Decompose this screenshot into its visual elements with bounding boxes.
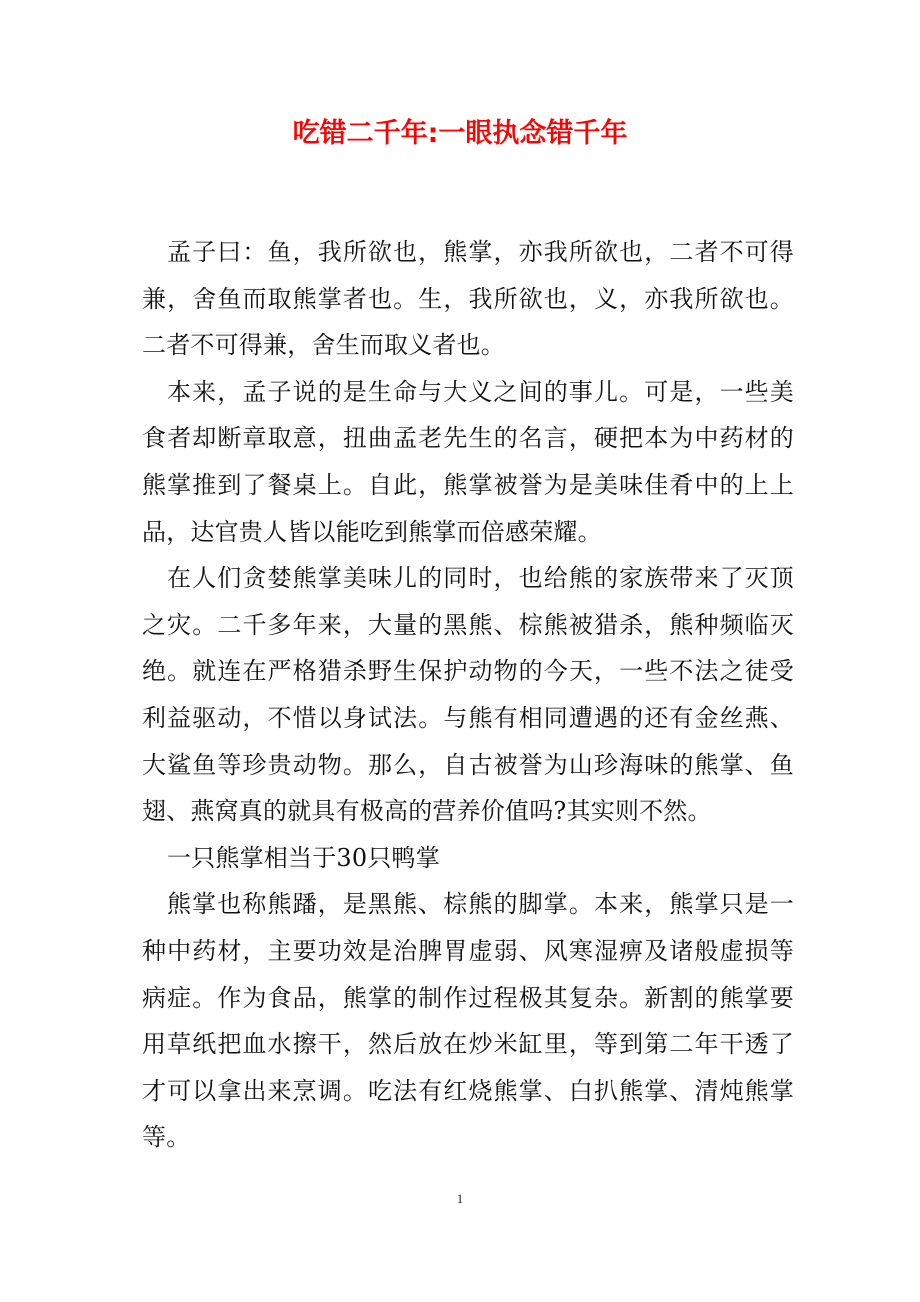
section-heading-duck-paw: 一只熊掌相当于30只鸭掌 [167, 843, 440, 872]
paragraph-bear-paw-description: 熊掌也称熊蹯，是黑熊、棕熊的脚掌。本来，熊掌只是一种中药材，主要功效是治脾胃虚弱、风寒湿痹及诸般虚损等病症。作为食品，熊掌的制作过程极其复杂。新割的熊掌要用草纸把血水擦干，然后放在炒米缸里，等到第二年干透了才可以拿出来烹调。吃法有红烧熊掌、白扒熊掌、清炖熊掌等。 [142, 890, 794, 1152]
paragraph-bear-paw-origin: 本来，孟子说的是生命与大义之间的事儿。可是，一些美食者却断章取意，扭曲孟老先生的名言，硬把本为中药材的熊掌推到了餐桌上。自此，熊掌被誉为是美味佳肴中的上上品，达官贵人皆以能吃到熊掌而倍感荣耀。 [142, 377, 794, 546]
document-title: 吃错二千年:一眼执念错千年 [292, 118, 628, 149]
document-body [142, 229, 794, 1161]
page-number: 1 [456, 1191, 464, 1206]
paragraph-bear-disaster: 在人们贪婪熊掌美味儿的同时，也给熊的家族带来了灭顶之灾。二千多年来，大量的黑熊、棕熊被猎杀，熊种频临灭绝。就连在严格猎杀野生保护动物的今天，一些不法之徒受利益驱动，不惜以身试法。与熊有相同遭遇的还有金丝燕、大鲨鱼等珍贵动物。那么，自古被誉为山珍海味的熊掌、鱼翅、燕窝真的就具有极高的营养价值吗?其实则不然。 [142, 564, 794, 826]
paragraph-mencius-quote: 孟子曰：鱼，我所欲也，熊掌，亦我所欲也，二者不可得兼，舍鱼而取熊掌者也。生，我所欲也，义，亦我所欲也。二者不可得兼，舍生而取义者也。 [142, 238, 794, 360]
